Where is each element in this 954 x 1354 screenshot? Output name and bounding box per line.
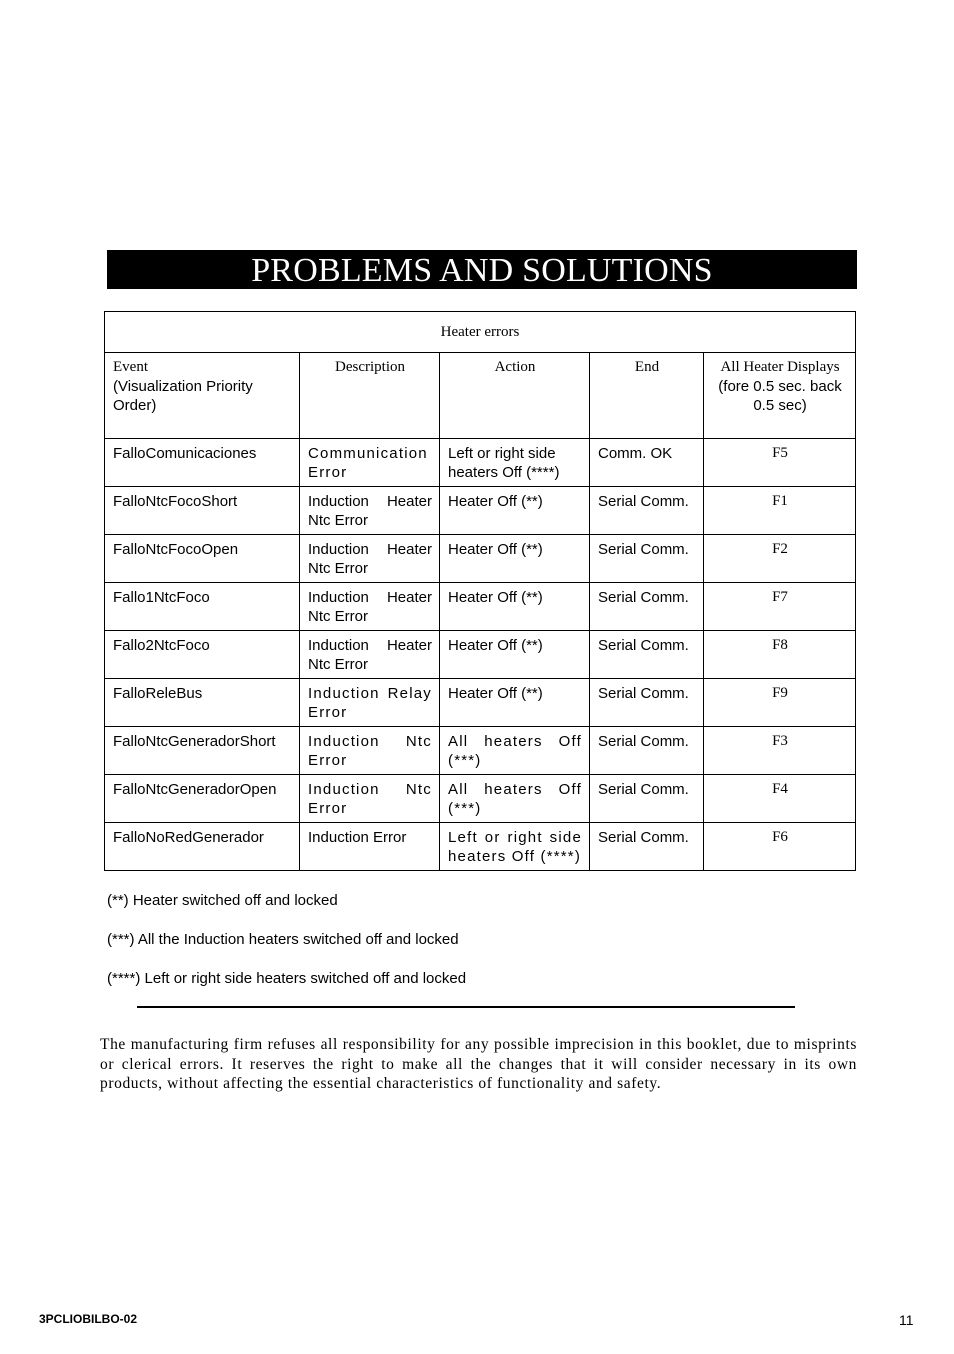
action-cell: All heaters Off (***) [440, 775, 590, 823]
table-row [105, 775, 856, 823]
end-cell: Serial Comm. [590, 679, 704, 727]
end-cell: Serial Comm. [590, 487, 704, 535]
end-cell: Comm. OK [590, 439, 704, 487]
action-cell: Heater Off (**) [440, 487, 590, 535]
document-code: 3PCLIOBILBO-02 [39, 1312, 138, 1326]
header-event: Event (Visualization Priority Order) [105, 353, 300, 439]
display-code-cell: F6 [704, 823, 856, 871]
description-cell: Communication Error [300, 439, 440, 487]
action-cell: Heater Off (**) [440, 583, 590, 631]
description-cell: Induction Heater Ntc Error [300, 487, 440, 535]
table-row [105, 439, 856, 487]
event-cell: FalloComunicaciones [105, 439, 300, 487]
event-cell: FalloNtcGeneradorShort [105, 727, 300, 775]
action-cell: Heater Off (**) [440, 679, 590, 727]
event-cell: FalloReleBus [105, 679, 300, 727]
display-code-cell: F5 [704, 439, 856, 487]
table-row [105, 631, 856, 679]
header-displays: All Heater Displays (fore 0.5 sec. back 0.5 sec) [704, 353, 856, 439]
disclaimer-text: The manufacturing firm refuses all responsibility for any possible imprecision in this booklet, due to misprints or clerical errors. It reserves the right to make all the changes that it will consider necessary in its own products, without affecting the essential characteristics of functionality and safety. [100, 1036, 857, 1092]
header-description: Description [300, 353, 440, 439]
event-cell: FalloNoRedGenerador [105, 823, 300, 871]
description-cell: Induction Heater Ntc Error [300, 631, 440, 679]
action-cell: Left or right side heaters Off (****) [440, 823, 590, 871]
end-cell: Serial Comm. [590, 727, 704, 775]
table-row [105, 487, 856, 535]
header-end: End [590, 353, 704, 439]
display-code-cell: F4 [704, 775, 856, 823]
display-code-cell: F9 [704, 679, 856, 727]
display-code-cell: F1 [704, 487, 856, 535]
table-header-row [105, 353, 856, 439]
table-row [105, 583, 856, 631]
footnote-quad-star: (****) Left or right side heaters switched off and locked [107, 970, 467, 987]
table-caption: Heater errors [105, 312, 856, 353]
action-cell: All heaters Off (***) [440, 727, 590, 775]
description-cell: Induction Error [300, 823, 440, 871]
end-cell: Serial Comm. [590, 775, 704, 823]
heater-errors-table [104, 311, 856, 871]
display-code-cell: F8 [704, 631, 856, 679]
description-cell: Induction Ntc Error [300, 775, 440, 823]
description-cell: Induction Ntc Error [300, 727, 440, 775]
end-cell: Serial Comm. [590, 823, 704, 871]
table-row [105, 727, 856, 775]
event-cell: Fallo1NtcFoco [105, 583, 300, 631]
end-cell: Serial Comm. [590, 631, 704, 679]
page-title: PROBLEMS AND SOLUTIONS [107, 250, 857, 289]
action-cell: Heater Off (**) [440, 631, 590, 679]
header-action: Action [440, 353, 590, 439]
end-cell: Serial Comm. [590, 535, 704, 583]
table-row [105, 535, 856, 583]
page-number: 11 [899, 1312, 914, 1328]
footnote-triple-star: (***) All the Induction heaters switched off and locked [107, 931, 459, 948]
table-row [105, 679, 856, 727]
footnote-double-star: (**) Heater switched off and locked [107, 892, 338, 909]
event-cell: FalloNtcFocoShort [105, 487, 300, 535]
event-cell: FalloNtcFocoOpen [105, 535, 300, 583]
display-code-cell: F3 [704, 727, 856, 775]
event-cell: Fallo2NtcFoco [105, 631, 300, 679]
description-cell: Induction Relay Error [300, 679, 440, 727]
description-cell: Induction Heater Ntc Error [300, 583, 440, 631]
end-cell: Serial Comm. [590, 583, 704, 631]
action-cell: Left or right side heaters Off (****) [440, 439, 590, 487]
display-code-cell: F7 [704, 583, 856, 631]
event-cell: FalloNtcGeneradorOpen [105, 775, 300, 823]
table-row [105, 823, 856, 871]
display-code-cell: F2 [704, 535, 856, 583]
action-cell: Heater Off (**) [440, 535, 590, 583]
description-cell: Induction Heater Ntc Error [300, 535, 440, 583]
divider-line [137, 1006, 795, 1008]
